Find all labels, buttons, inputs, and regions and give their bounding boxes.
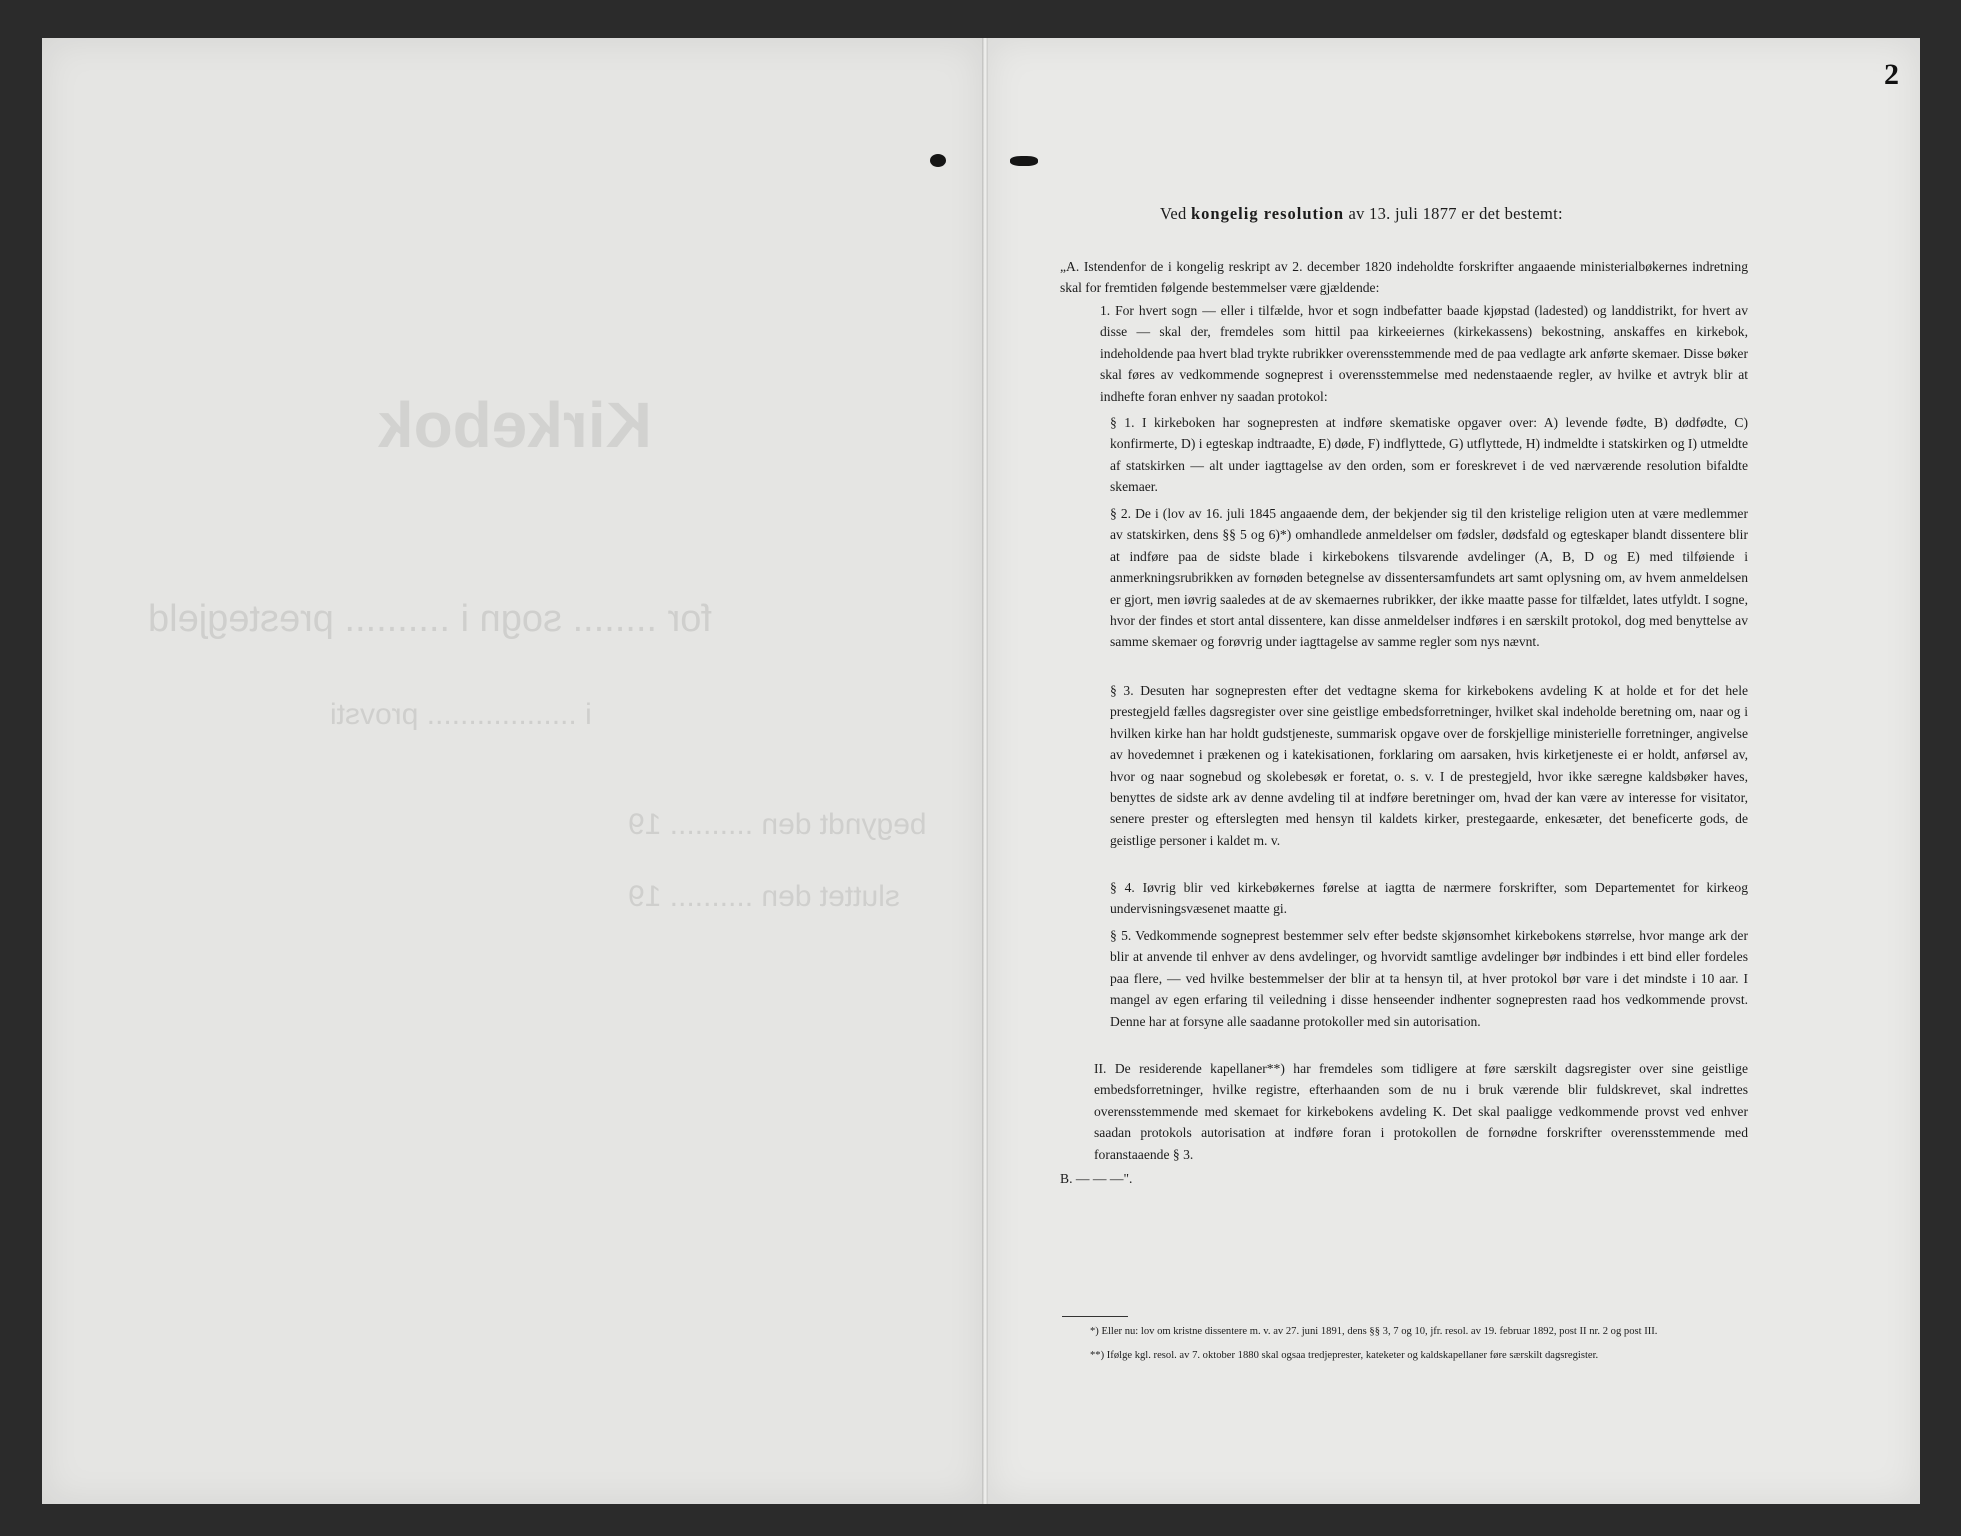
heading-pre: Ved — [1160, 204, 1191, 223]
heading-bold: kongelig resolution — [1191, 204, 1345, 223]
paragraph-5: § 5. Vedkommende sogneprest bestemmer selv efter bedste skjønsomhet kirkebokens størrelse, hvor mange ark der blir at anvende til enhver av dens avdelinger, og hvorvidt samtlige avdelinger bør indbindes i ett bind eller fordeles paa flere, — ved hvilke bestemmelser der blir at ta hensyn til, at hver protokol bør vare i det mindste i 10 aar. I mangel av egen erfaring til veiledning i disse henseender indhenter sognepresten raad hos vedkommende provst. Denne har at forsyne alle saadanne protokoller med sin autorisation. — [1110, 928, 1748, 1029]
ghost-line: i .................. provsti — [330, 698, 592, 731]
binding-hole — [930, 154, 946, 167]
footnote-rule — [1062, 1316, 1128, 1317]
heading-post: av 13. juli 1877 er det bestemt: — [1344, 204, 1563, 223]
section-b: B. — — —". — [1060, 1171, 1133, 1186]
resolution-heading — [1160, 204, 1563, 224]
paragraph-3: § 3. Desuten har sognepresten efter det vedtagne skema for kirkebokens avdeling K at holde et for det hele prestegjeld fælles dagsregister over sine geistlige embedsforretninger, hvilket skal indeholde beretning om, naar og i hvilken kirke han har holdt gudstjeneste, summarisk opgave over de forskjellige ministerielle forretninger, angivelse av hovedemnet i prækenen og i katekisationen, forklaring om aarsaken, hvis kirketjeneste ei er holdt, anførsel av, hvor og naar sognebud og skolebesøk er foretat, o. s. v. I de prestegjeld, hvor ikke særegne kaldsbøker haves, benyttes de sidste ark av denne avdeling til at indføre beretninger om, hvad der kan være av interesse for visitator, senere prester og efterslegten med hensyn til kaldets kirker, prestegaarde, enkesæter, det beneficerte gods, de geistlige personer i kaldet m. v. — [1110, 683, 1748, 848]
left-page — [42, 38, 984, 1504]
ghost-line: sluttet den .......... 19 — [628, 880, 900, 913]
ghost-line: begyndt den .......... 19 — [628, 808, 927, 841]
paragraph-1: § 1. I kirkeboken har sognepresten at indføre skematiske opgaver over: A) levende fødte, B) dødfødte, C) konfirmerte, D) i egteskap indtraadte, E) døde, F) indflyttede, G) utflyttede, H) indmeldte i statskirken og I) utmeldte af statskirken — alt under iagttagelse av den orden, som er foreskrevet i de ved nærværende resolution bifaldte skemaer. — [1110, 415, 1748, 495]
item-1: 1. For hvert sogn — eller i tilfælde, hvor et sogn indbefatter baade kjøpstad (ladested) og landdistrikt, for hvert av disse — skal der, fremdeles som hittil paa kirkeeiernes (kirkekassens) bekostning, anskaffes en kirkebok, indeholdende paa hvert blad trykte rubrikker overensstemmende med de paa vedlagte ark anførte skemaer. Disse bøker skal føres av vedkommende sogneprest i overensstemmelse med nedenstaaende regler, av hvilke et avtryk blir at indhefte foran enhver ny saadan protokol: — [1100, 303, 1748, 404]
section-ii: II. De residerende kapellaner**) har fremdeles som tidligere at føre særskilt dagsregister over sine geistlige embedsforretninger, hvilke registre, efterhaanden som de nu i bruk værende blir fuldskrevet, skal indrettes overensstemmende med skemaet for kirkebokens avdeling K. Det skal paaligge vedkommende provst ved enhver saadan protokols autorisation at indføre foran i protokollen de fornødne forskrifter overensstemmende med foranstaaende § 3. — [1094, 1061, 1748, 1162]
binding-hole — [1010, 156, 1038, 166]
paragraph-4: § 4. Iøvrig blir ved kirkebøkernes førelse at iagtta de nærmere forskrifter, som Departementet for kirkeog undervisningsvæsenet maatte gi. — [1110, 880, 1748, 917]
paragraph-2: § 2. De i (lov av 16. juli 1845 angaaende dem, der bekjender sig til den kristelige religion uten at være medlemmer av statskirken, dens §§ 5 og 6)*) omhandlede anmeldelser om fødsler, dødsfald og egteskaper blandt dissentere blir at indføre paa de sidste blade i kirkebokens tilsvarende avdelinger (A, B, D og E) med tilføiende i anmerkningsrubrikken av fornøden betegnelse av dissentersamfundets art samt oplysning om, av hvem anmeldelsen er gjort, men iøvrig saaledes at de av skemaernes rubrikker, der ikke maatte passe for tilfældet, lates utfyldt. I sogne, hvor der findes et stort antal dissentere, kan disse anmeldelser indføres i en særskilt protokol, dog med benyttelse av samme skemaer og forøvrig under iagttagelse av samme regler som nys nævnt. — [1110, 506, 1748, 650]
book-spine — [982, 38, 988, 1504]
page-number: 2 — [1884, 58, 1899, 91]
footnote-2: **) Ifølge kgl. resol. av 7. oktober 1880 skal ogsaa tredjeprester, kateketer og kaldskapellaner føre særskilt dagsregister. — [1090, 1350, 1599, 1361]
ghost-line: for ........ sogn i .......... prestegjeld — [148, 598, 712, 640]
section-a: „A. Istendenfor de i kongelig reskript av 2. december 1820 indeholdte forskrifter angaaende ministerialbøkernes indretning skal for fremtiden følgende bestemmelser være gjældende: — [1060, 259, 1748, 296]
footnote-1: *) Eller nu: lov om kristne dissentere m. v. av 27. juni 1891, dens §§ 3, 7 og 10, jfr. resol. av 19. februar 1892, post II nr. 2 og post III. — [1090, 1326, 1658, 1337]
ghost-title: Kirkebok — [378, 389, 652, 461]
